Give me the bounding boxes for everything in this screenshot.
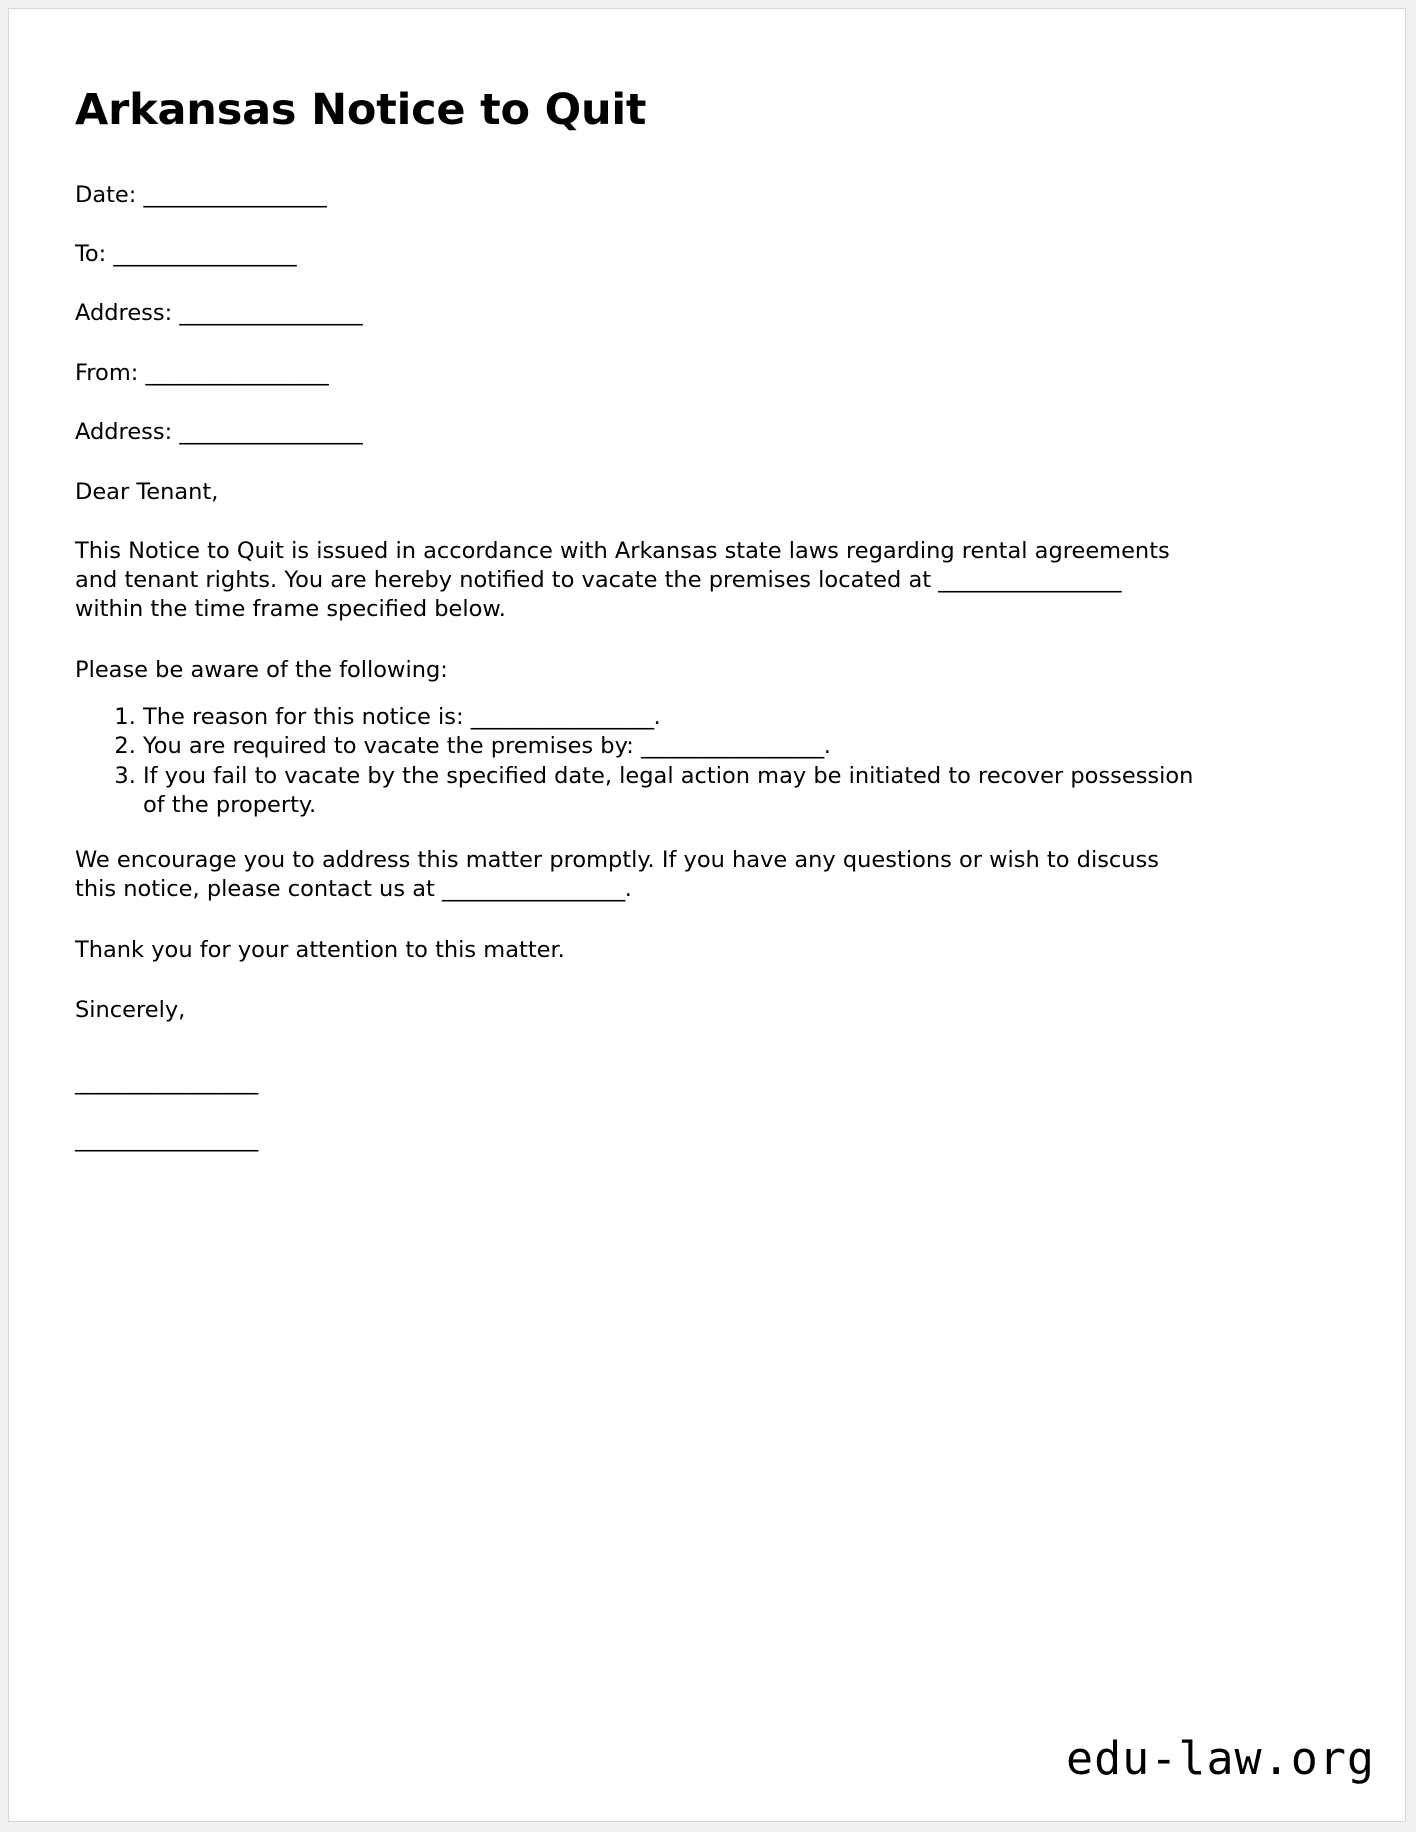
body-paragraph xyxy=(75,537,1195,625)
list-item xyxy=(143,732,1195,761)
body-paragraph-blank[interactable]: _________________ xyxy=(938,567,1121,594)
field-recipient-address xyxy=(75,298,1195,328)
salutation: Dear Tenant, xyxy=(75,478,219,505)
list-item xyxy=(143,762,1195,821)
site-watermark: edu-law.org xyxy=(1065,1732,1375,1785)
list-item-2-text-after: . xyxy=(823,733,831,760)
field-to-label: To: xyxy=(75,241,114,268)
field-sender-address-blank[interactable]: _________________ xyxy=(179,419,363,446)
field-sender-address xyxy=(75,417,1195,447)
thanks-paragraph: Thank you for your attention to this matter. xyxy=(75,936,565,963)
signoff: Sincerely, xyxy=(75,996,186,1023)
signature-blank-2[interactable]: _________________ xyxy=(75,1125,258,1152)
closing-paragraph-blank[interactable]: _________________ xyxy=(441,876,625,903)
list-item-1-blank[interactable]: _________________ xyxy=(470,704,654,731)
field-to-blank[interactable]: _________________ xyxy=(113,241,297,268)
closing-paragraph xyxy=(75,846,1195,905)
field-date-label: Date: xyxy=(75,181,144,208)
closing-paragraph-text-after: . xyxy=(624,876,632,903)
body-paragraph-text-after: within the time frame specified below. xyxy=(75,596,506,623)
list-item-2-blank[interactable]: _________________ xyxy=(640,733,824,760)
list-item xyxy=(143,703,1195,732)
field-recipient-address-blank[interactable]: _________________ xyxy=(179,300,363,327)
document-page xyxy=(8,8,1406,1822)
field-sender-address-label: Address: xyxy=(75,419,180,446)
field-from-label: From: xyxy=(75,359,146,386)
body-paragraph-text-before: This Notice to Quit is issued in accordance with Arkansas state laws regarding rental agreements and tenant rights. You are hereby notified to vacate the premises located at xyxy=(75,537,1170,594)
signature-blank-1[interactable]: _________________ xyxy=(75,1069,258,1096)
list-lead-in: Please be aware of the following: xyxy=(75,656,448,683)
list-item-1-text-before: The reason for this notice is: xyxy=(143,704,471,731)
list-item-1-text-after: . xyxy=(653,704,661,731)
list-item-3-text: If you fail to vacate by the specified date, legal action may be initiated to recover possession of the property. xyxy=(143,762,1194,818)
closing-paragraph-text-before: We encourage you to address this matter promptly. If you have any questions or wish to discuss this notice, please contact us at xyxy=(75,847,1159,903)
field-recipient-address-label: Address: xyxy=(75,300,180,327)
page-title: Arkansas Notice to Quit xyxy=(75,85,647,135)
field-from xyxy=(75,358,1195,388)
document-content xyxy=(75,85,1195,1180)
list-item-2-text-before: You are required to vacate the premises by: xyxy=(143,733,641,760)
field-from-blank[interactable]: _________________ xyxy=(145,359,329,386)
notice-list xyxy=(75,703,1195,820)
field-date-blank[interactable]: _________________ xyxy=(143,181,327,208)
field-to xyxy=(75,239,1195,269)
field-date xyxy=(75,180,1195,210)
